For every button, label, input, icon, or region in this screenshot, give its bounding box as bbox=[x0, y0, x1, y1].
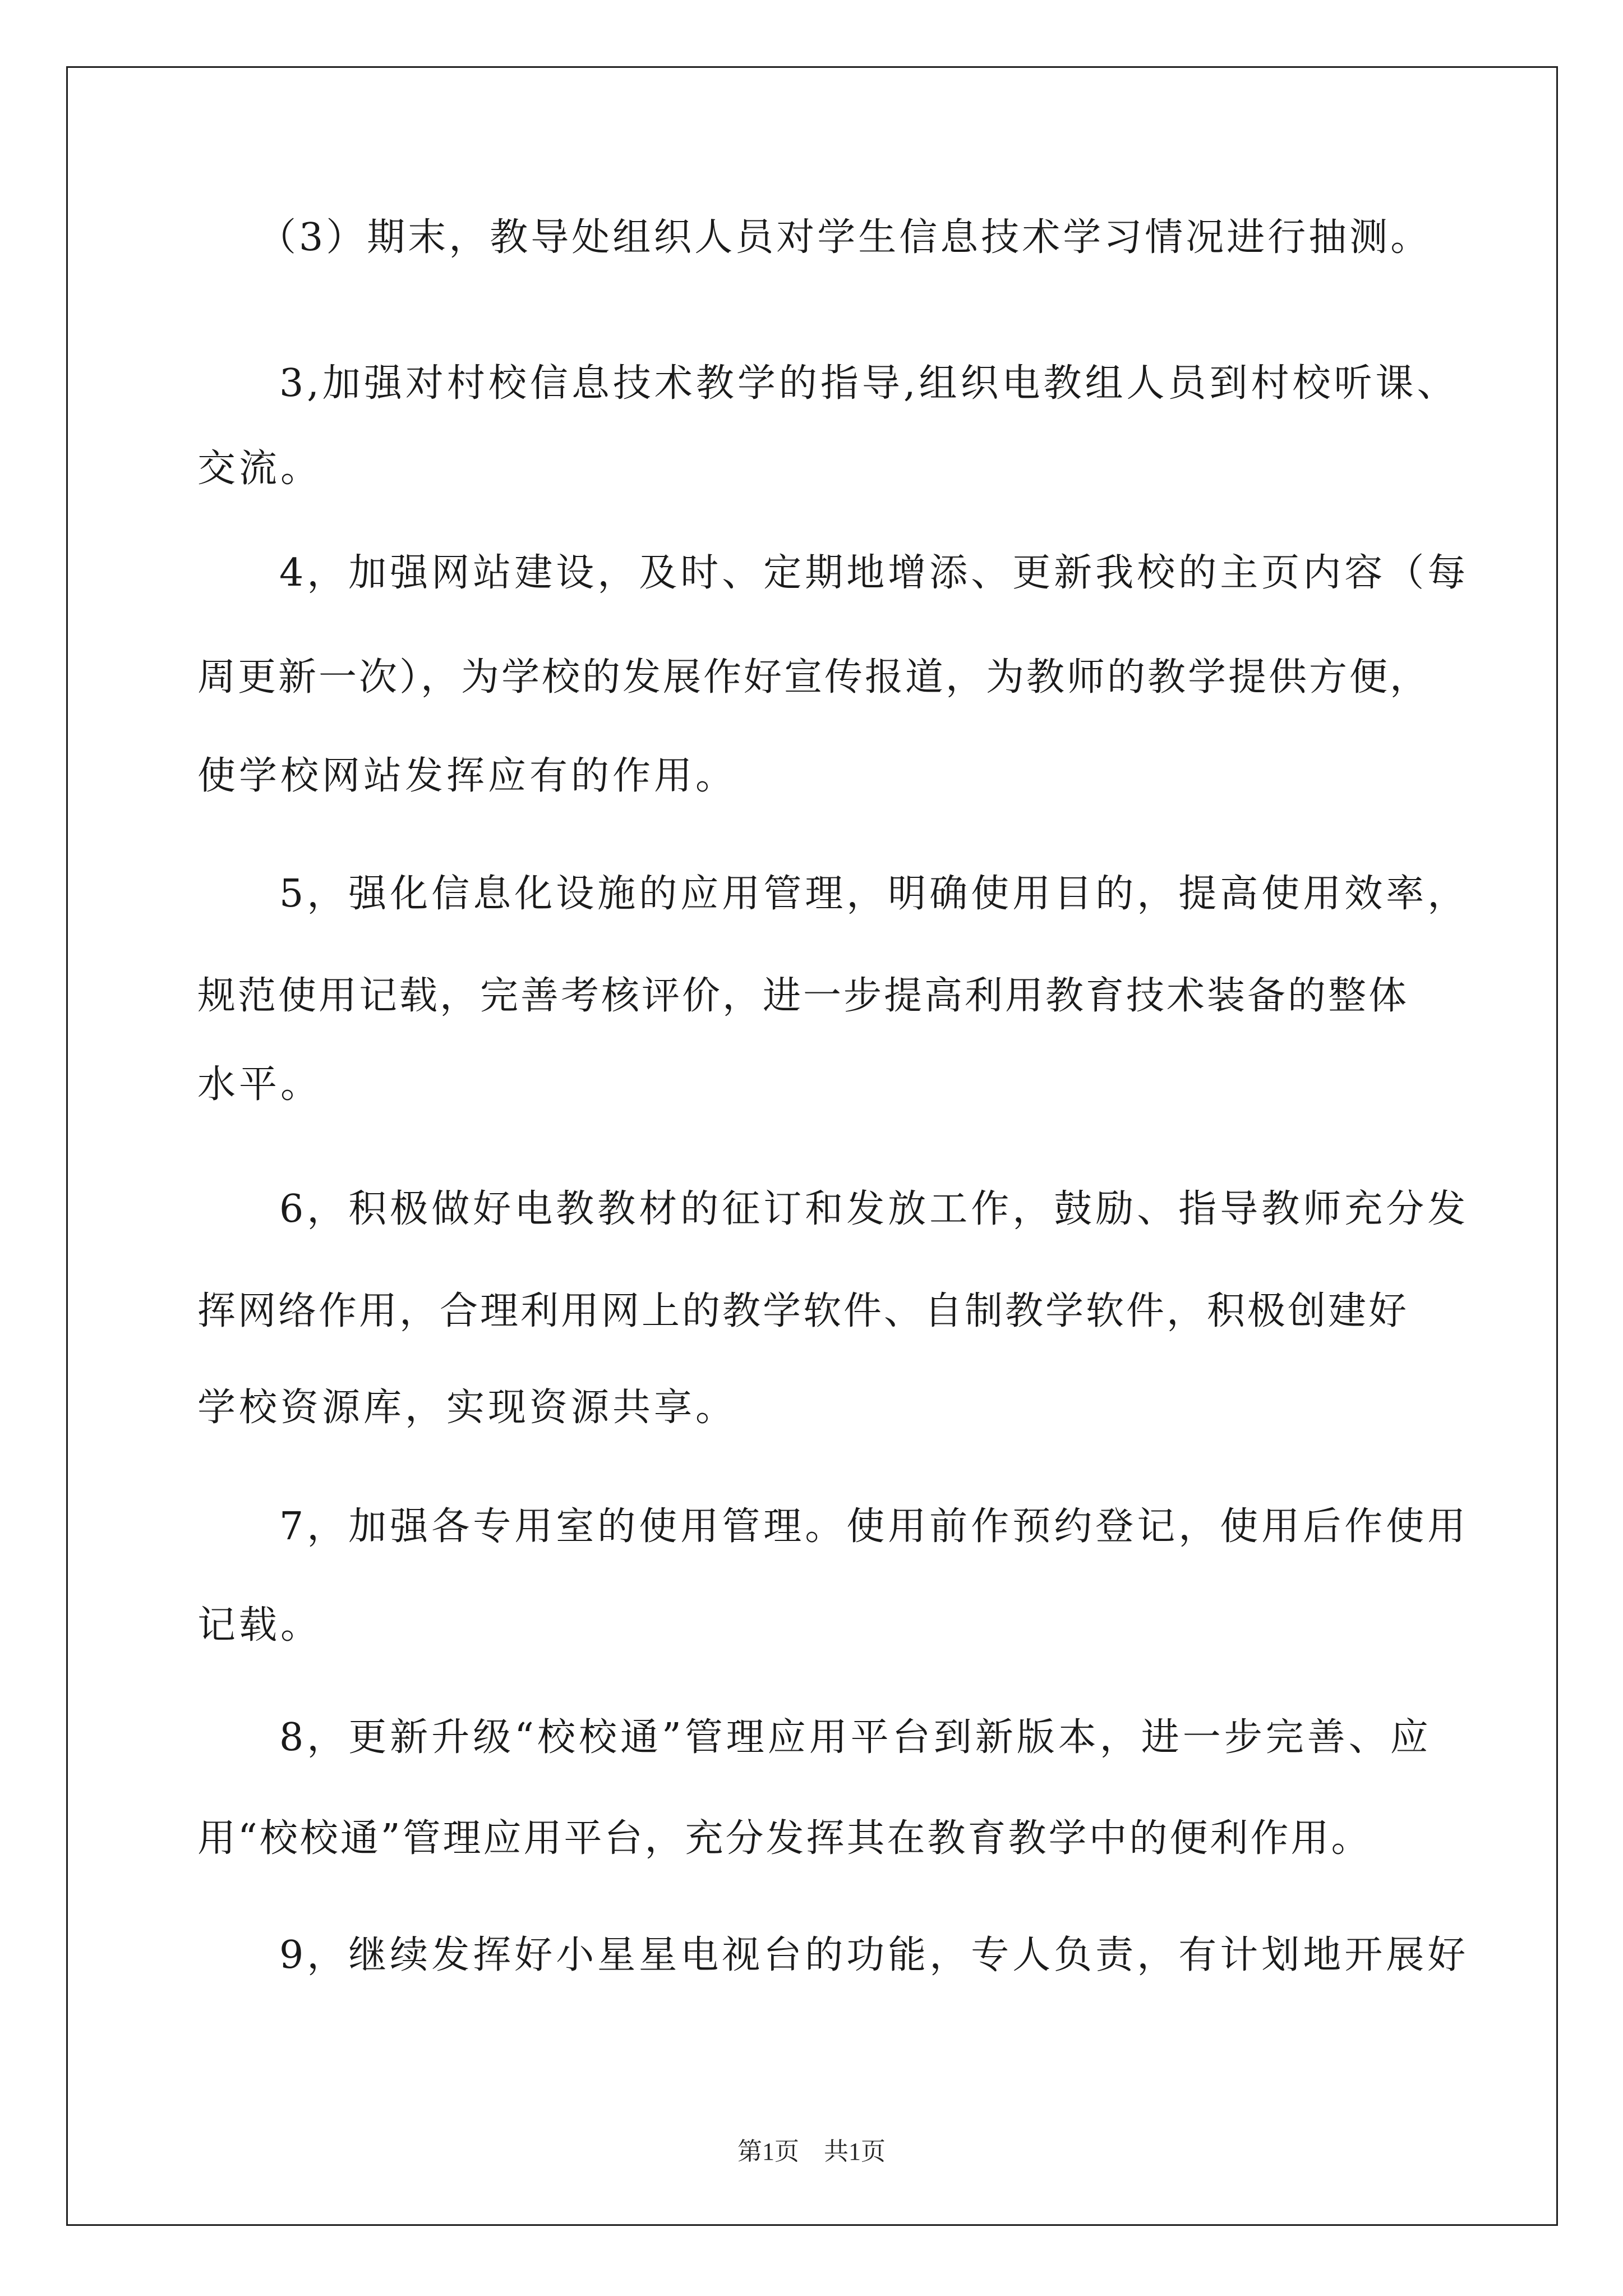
text-line: 3,加强对村校信息技术教学的指导,组织电教组人员到村校听课、 bbox=[279, 361, 1459, 406]
text-line: 用“校校通”管理应用平台，充分发挥其在教育教学中的便利作用。 bbox=[197, 1816, 1372, 1861]
text-line: 使学校网站发挥应有的作用。 bbox=[197, 754, 737, 798]
text-line: 周更新一次），为学校的发展作好宣传报道，为教师的教学提供方便， bbox=[197, 655, 1431, 700]
text-line: （3）期末，教导处组织人员对学生信息技术学习情况进行抽测。 bbox=[258, 215, 1432, 260]
text-line: 6，积极做好电教教材的征订和发放工作，鼓励、指导教师充分发 bbox=[279, 1187, 1469, 1231]
text-line: 挥网络作用，合理利用网上的教学软件、自制教学软件，积极创建好 bbox=[197, 1289, 1409, 1333]
text-line: 5，强化信息化设施的应用管理，明确使用目的，提高使用效率， bbox=[279, 872, 1469, 916]
page-total: 共1页 bbox=[824, 2138, 886, 2165]
text-line: 4，加强网站建设，及时、定期地增添、更新我校的主页内容（每 bbox=[279, 551, 1469, 595]
text-line: 9，继续发挥好小星星电视台的功能，专人负责，有计划地开展好 bbox=[279, 1933, 1469, 1977]
text-line: 规范使用记载，完善考核评价，进一步提高利用教育技术装备的整体 bbox=[197, 974, 1409, 1018]
text-line: 学校资源库，实现资源共享。 bbox=[197, 1386, 737, 1430]
text-line: 8，更新升级“校校通”管理应用平台到新版本，进一步完善、应 bbox=[279, 1715, 1432, 1760]
page-number: 第1页 bbox=[737, 2138, 799, 2165]
text-line: 交流。 bbox=[197, 447, 322, 491]
page-footer bbox=[0, 2136, 1623, 2168]
text-line: 记载。 bbox=[197, 1603, 322, 1648]
text-line: 水平。 bbox=[197, 1062, 322, 1107]
text-line: 7，加强各专用室的使用管理。使用前作预约登记，使用后作使用 bbox=[279, 1504, 1469, 1549]
